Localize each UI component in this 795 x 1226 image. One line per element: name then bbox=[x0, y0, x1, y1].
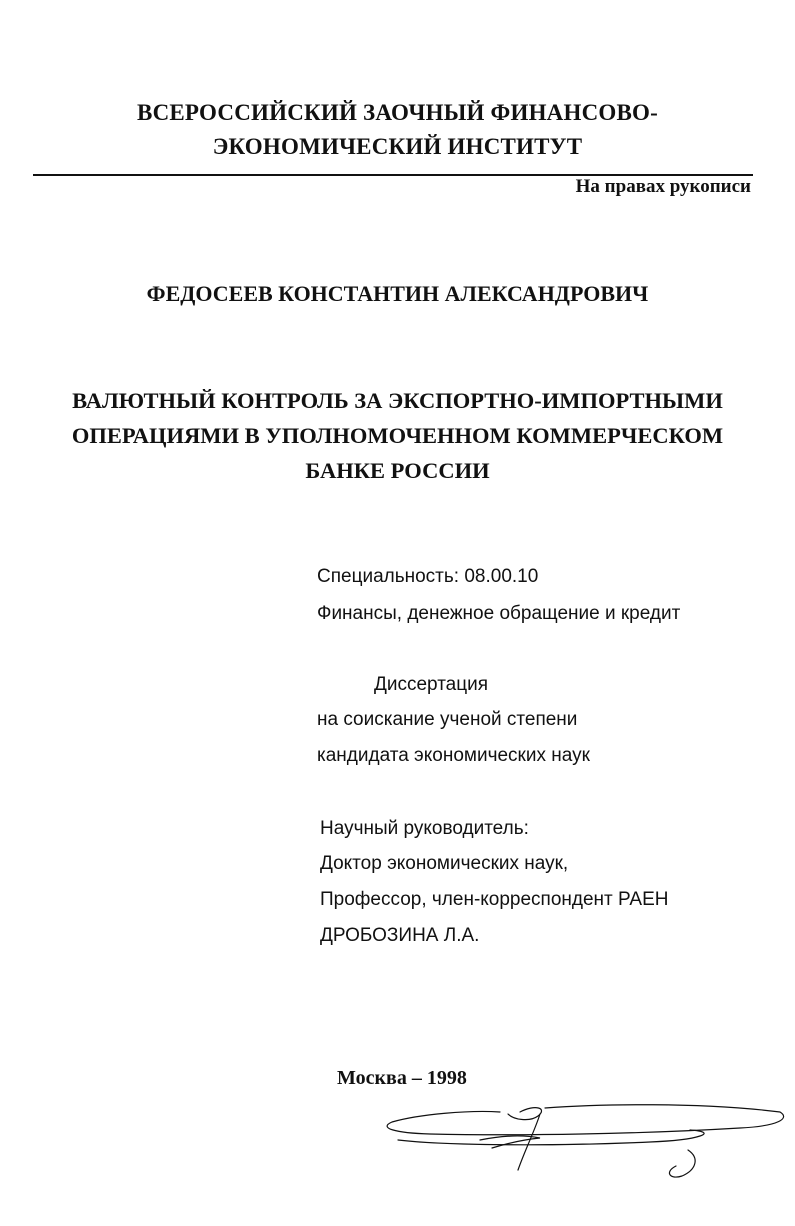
dissertation-field-line: кандидата экономических наук bbox=[317, 745, 590, 766]
thesis-title-line-3: БАНКЕ РОССИИ bbox=[305, 458, 490, 483]
specialty-code: Специальность: 08.00.10 bbox=[317, 566, 539, 587]
thesis-title-line-2: ОПЕРАЦИЯМИ В УПОЛНОМОЧЕННОМ КОММЕРЧЕСКОМ bbox=[71, 423, 724, 448]
supervisor-position: Профессор, член-корреспондент РАЕН bbox=[320, 889, 669, 910]
thesis-title-line-1: ВАЛЮТНЫЙ КОНТРОЛЬ ЗА ЭКСПОРТНО-ИМПОРТНЫМИ bbox=[72, 388, 723, 413]
supervisor-label: Научный руководитель: bbox=[320, 818, 529, 839]
specialty-name: Финансы, денежное обращение и кредит bbox=[317, 603, 681, 624]
institute-name-line-1: ВСЕРОССИЙСКИЙ ЗАОЧНЫЙ ФИНАНСОВО- bbox=[137, 100, 658, 125]
city-year: Москва – 1998 bbox=[337, 1067, 467, 1089]
rights-note: На правах рукописи bbox=[575, 176, 751, 197]
institute-name-line-2: ЭКОНОМИЧЕСКИЙ ИНСТИТУТ bbox=[212, 134, 583, 159]
dissertation-degree-line: на соискание ученой степени bbox=[317, 709, 578, 730]
supervisor-degree: Доктор экономических наук, bbox=[320, 853, 569, 874]
supervisor-name: ДРОБОЗИНА Л.А. bbox=[320, 925, 480, 946]
author-name: ФЕДОСЕЕВ КОНСТАНТИН АЛЕКСАНДРОВИЧ bbox=[146, 281, 649, 306]
dissertation-label: Диссертация bbox=[374, 674, 489, 695]
